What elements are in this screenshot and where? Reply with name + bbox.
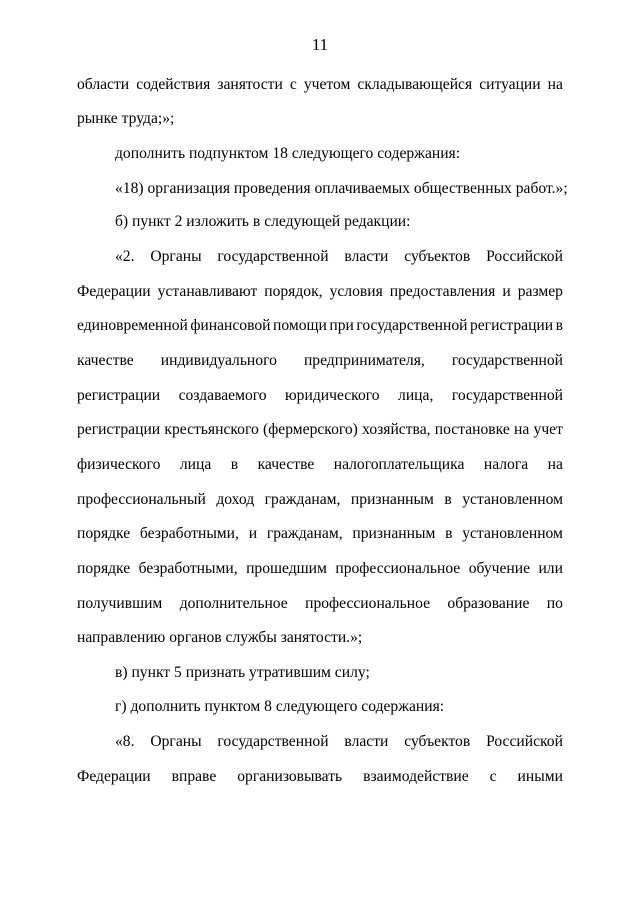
word: хозяйства, (362, 421, 431, 438)
word: безработными, (138, 560, 238, 577)
word: регистрации (77, 387, 161, 404)
word: гражданам, (264, 491, 341, 508)
word: складывающейся (357, 76, 473, 93)
word: взаимодействие (363, 768, 469, 785)
word: порядке (77, 560, 131, 577)
word: размер (517, 283, 563, 300)
text-line: дополнить подпунктом 18 следующего содержания: (115, 145, 461, 162)
text-line (115, 732, 563, 752)
text-line (77, 455, 563, 475)
word: ситуации (479, 76, 541, 93)
word: финансовой (190, 317, 271, 334)
text-line: в) пункт 5 признать утратившим силу; (115, 664, 370, 681)
word: помощи (273, 317, 327, 334)
word: в (444, 491, 452, 508)
text-line (77, 559, 563, 579)
text-line: г) дополнить пунктом 8 следующего содержания: (115, 698, 445, 715)
text-line: б) пункт 2 изложить в следующей редакции: (115, 213, 411, 230)
word: Федерации (77, 283, 151, 300)
text-line (77, 594, 563, 614)
text-line: рынке труда;»; (77, 110, 175, 127)
word: «2. (115, 248, 135, 265)
text-line (77, 282, 563, 302)
word: в (555, 317, 563, 334)
word: признанным (352, 525, 436, 542)
word: качестве (257, 456, 315, 473)
word: образование (447, 595, 530, 612)
text-line (77, 767, 563, 787)
word: и (502, 283, 511, 300)
word: субъектов (404, 733, 471, 750)
word: Федерации (77, 768, 151, 785)
word: на (514, 421, 530, 438)
text-line (77, 490, 563, 510)
word: получившим (77, 595, 163, 612)
word: предоставления (389, 283, 496, 300)
word: Российской (486, 248, 563, 265)
word: дополнительное (179, 595, 288, 612)
word: крестьянского (164, 421, 259, 438)
word: устанавливают (157, 283, 258, 300)
word: гражданам, (266, 525, 343, 542)
word: или (538, 560, 563, 577)
word: в (230, 456, 239, 473)
word: иными (517, 768, 563, 785)
word: предпринимателя, (303, 352, 425, 369)
word: с (489, 768, 497, 785)
word: (фермерского) (263, 421, 358, 438)
word: налога (483, 456, 529, 473)
word: лица (179, 456, 212, 473)
word: доход (216, 491, 255, 508)
word: с (289, 76, 297, 93)
word: индивидуального (160, 352, 277, 369)
text-line (115, 247, 563, 267)
word: государственной (217, 733, 329, 750)
word: власти (344, 248, 389, 265)
word: налогоплательщика (333, 456, 465, 473)
word: безработными, (139, 525, 239, 542)
word: установленном (462, 525, 563, 542)
word: государственной (451, 387, 563, 404)
word: и (248, 525, 258, 542)
word: учет (533, 421, 563, 438)
word: государственной (356, 317, 468, 334)
word: в (445, 525, 453, 542)
word: единовременной (77, 317, 188, 334)
text-line: направлению органов службы занятости.»; (77, 629, 363, 646)
word: создаваемого (178, 387, 267, 404)
word: физического (77, 456, 161, 473)
word: по (546, 595, 563, 612)
word: при (329, 317, 354, 334)
word: лица, (398, 387, 434, 404)
word: признанным (350, 491, 434, 508)
word: профессиональный (77, 491, 206, 508)
word: организовывать (237, 768, 343, 785)
word: Органы (150, 733, 202, 750)
text-line (77, 75, 563, 95)
word: на (547, 456, 563, 473)
word: содействия (136, 76, 211, 93)
word: установленном (462, 491, 563, 508)
word: регистрации (469, 317, 554, 334)
page-number: 11 (311, 35, 329, 54)
text-line (77, 420, 563, 440)
word: порядке (77, 525, 131, 542)
word: обучение (468, 560, 530, 577)
text-line (77, 316, 563, 336)
word: государственной (217, 248, 329, 265)
word: власти (344, 733, 389, 750)
word: области (77, 76, 130, 93)
word: занятости (217, 76, 283, 93)
word: постановке (434, 421, 510, 438)
word: Органы (150, 248, 202, 265)
word: профессиональное (305, 595, 430, 612)
word: вправе (171, 768, 217, 785)
word: учетом (303, 76, 351, 93)
text-line (77, 524, 563, 544)
word: прошедшим (246, 560, 327, 577)
word: Российской (486, 733, 563, 750)
word: качестве (77, 352, 134, 369)
word: государственной (451, 352, 563, 369)
word: субъектов (404, 248, 471, 265)
word: регистрации (77, 421, 161, 438)
word: «8. (115, 733, 135, 750)
word: порядок, (264, 283, 323, 300)
word: на (547, 76, 563, 93)
text-line (77, 386, 563, 406)
text-line: «18) организация проведения оплачиваемых общественных работ.»; (115, 180, 568, 197)
word: профессиональное (335, 560, 461, 577)
word: условия (329, 283, 383, 300)
word: юридического (285, 387, 380, 404)
text-line (77, 351, 563, 371)
